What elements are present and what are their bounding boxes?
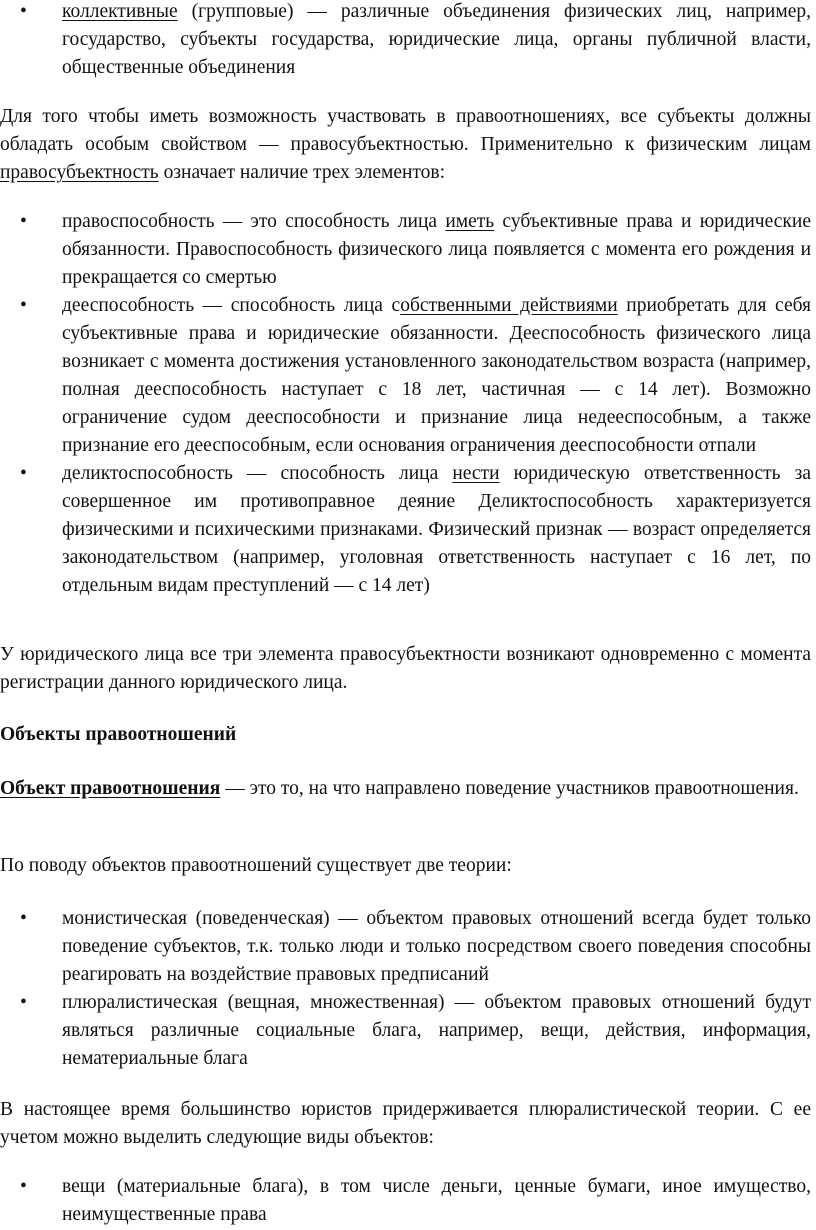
list-item-monistic: [0, 905, 811, 989]
underlined-term: нести: [452, 463, 500, 484]
list-item-text: (групповые) — различные объединения физических лиц, например, государство, субъекты государства, юридические лица, органы публичной власти, общественные объединения: [62, 1, 811, 78]
list-item-text: дееспособность — способность лица с: [62, 295, 401, 316]
list-item-text: плюралистическая (вещная, множественная) — объектом правовых отношений будут являться различные социальные блага, например, вещи, действия, информация, нематериальные блага: [62, 992, 811, 1069]
subjects-list: [0, 0, 811, 82]
list-item-text: приобретать для себя субъективные права и юридические обязанности. Дееспособность физического лица возникает с момента достижения установленного законодательством возраста (например, полная дееспособность наступает с 18 лет, частичная — с 14 лет). Возможно ограничение судом дееспособности и признание лица недееспособным, а также признание его дееспособным, если основания ограничения дееспособности отпали: [62, 295, 812, 456]
underlined-term: иметь: [445, 211, 495, 232]
list-item-legal-capacity: [0, 208, 811, 292]
object-types-list: [0, 1173, 811, 1229]
paragraph-text: означает наличие трех элементов:: [158, 162, 446, 183]
list-item-pluralistic: [0, 989, 811, 1073]
bullet-icon: •: [20, 295, 27, 316]
list-item-text: правоспособность — это способность лица: [62, 211, 446, 232]
personality-elements-list: [0, 208, 811, 600]
term-object: Объект правоотношения: [0, 778, 221, 799]
paragraph-current-view: В настоящее время большинство юристов придерживается плюралистической теории. С ее учетом можно выделить следующие виды объектов:: [0, 1099, 811, 1148]
paragraph-legal-personality: [0, 103, 811, 187]
bullet-icon: •: [20, 463, 27, 484]
bullet-icon: •: [20, 908, 27, 929]
list-item-text: субъективные права и юридические обязанности. Правоспособность физического лица появляется с момента его рождения и прекращается со смертью: [62, 211, 811, 288]
bullet-icon: •: [20, 1, 27, 22]
paragraph-object-definition: [0, 775, 811, 803]
paragraph-text: Для того чтобы иметь возможность участвовать в правоотношениях, все субъекты должны обладать особым свойством — правосубъектностью. Применительно к физическим лицам: [0, 106, 811, 155]
list-item-collective: [0, 0, 811, 82]
bullet-icon: •: [20, 211, 27, 232]
list-item-text: юридическую ответственность за совершенное им противоправное деяние Деликтоспособность характеризуется физическими и психическими признаками. Физический признак — возраст определяется законодательством (например, уголовная ответственность наступает с 16 лет, по отдельным видам преступлений — с 14 лет): [62, 463, 811, 596]
list-item-things: [0, 1173, 811, 1229]
term-legal-personality: правосубъектность: [0, 162, 159, 183]
bullet-icon: •: [20, 992, 27, 1013]
section-heading: Объекты правоотношений: [0, 724, 237, 745]
theories-list: [0, 905, 811, 1073]
term-collective: коллективные: [62, 1, 178, 22]
list-item-text: монистическая (поведенческая) — объектом правовых отношений всегда будет только поведение субъектов, т.к. только люди и только посредством своего поведения способны реагировать на воздействие правовых предписаний: [62, 908, 811, 985]
paragraph-text: — это то, на что направлено поведение участников правоотношения.: [220, 778, 799, 799]
list-item-active-capacity: [0, 292, 811, 460]
underlined-term: обственными действиями: [400, 295, 618, 316]
paragraph-theories-intro: По поводу объектов правоотношений существует две теории:: [0, 855, 512, 876]
list-item-text: вещи (материальные блага), в том числе деньги, ценные бумаги, иное имущество, неимущественные права: [62, 1176, 811, 1225]
list-item-text: деликтоспособность — способность лица: [62, 463, 453, 484]
list-item-tort-capacity: [0, 460, 811, 600]
bullet-icon: •: [20, 1176, 27, 1197]
paragraph-legal-entity: У юридического лица все три элемента правосубъектности возникают одновременно с момента регистрации данного юридического лица.: [0, 644, 811, 693]
